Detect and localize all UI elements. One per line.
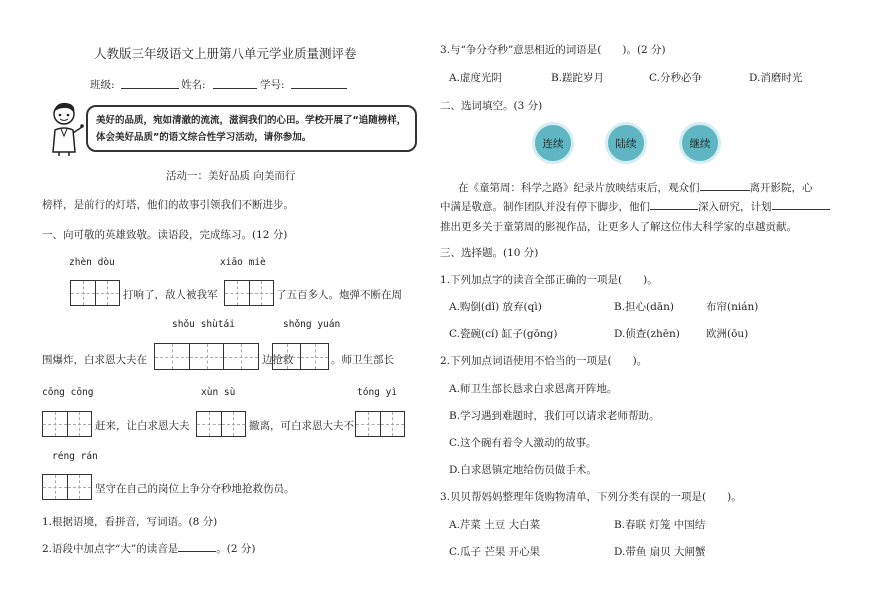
bubble-line-1: 美好的品质，宛如清澈的流流，滋润我们的心田。学校开展了“追随榜样， xyxy=(96,115,407,126)
question-3: 3.与“争分夺秒”意思相近的词语是( )。(2 分) xyxy=(440,44,666,56)
fill-blank-3[interactable] xyxy=(772,209,830,210)
fill-line-1 xyxy=(458,180,813,195)
c2-option-a[interactable]: A.师卫生部长恳求白求恩离开阵地。 xyxy=(449,383,618,395)
pinyin-shoushutai: shǒu shùtái xyxy=(172,319,235,330)
c1-option-d2: 欧洲(ōu) xyxy=(706,328,749,340)
pinyin-xiaomie: xiāo miè xyxy=(220,257,266,268)
word-circle-luxu xyxy=(605,122,647,164)
pinyin-tongyi: tóng yì xyxy=(357,387,398,398)
write-box-7[interactable] xyxy=(355,411,405,437)
question-1: 1.根据语境，看拼音，写词语。(8 分) xyxy=(42,516,218,528)
passage-segment-3: 围爆炸，白求恩大夫在 xyxy=(42,354,147,366)
c3-option-a[interactable]: A.芹菜 土豆 大白菜 xyxy=(449,519,541,531)
class-blank[interactable] xyxy=(121,88,179,89)
word-circle-lianxu xyxy=(532,122,574,164)
c1-option-c[interactable]: C.瓷碗(cí) 缸子(gōng) xyxy=(449,328,558,340)
question-2-blank[interactable] xyxy=(178,551,216,552)
fill-line-1-b: 离开影院，心 xyxy=(749,182,813,194)
pinyin-shongyuan: shǒng yuán xyxy=(283,319,341,330)
q3-option-b[interactable]: B.蹉跎岁月 xyxy=(551,72,605,84)
exam-title: 人教版三年级语文上册第八单元学业质量测评卷 xyxy=(94,46,357,61)
c2-option-d[interactable]: D.白求恩镇定地给伤员做手术。 xyxy=(449,464,597,476)
question-2-prefix: 2.语段中加点字“大”的读音是 xyxy=(42,543,179,555)
section-1-heading: 一、向可敬的英雄致敬。读语段，完成练习。(12 分) xyxy=(42,229,288,241)
c1-option-b[interactable]: B.担心(dān) xyxy=(614,301,674,313)
pinyin-congcong: cōng cōng xyxy=(42,387,94,398)
c1-option-b2: 布帘(nián) xyxy=(706,301,759,313)
fill-line-3: 推出更多关于童第周的影视作品，让更多人了解这位伟大科学家的卓越贡献。 xyxy=(440,221,797,233)
passage-segment-4: 边抢救 xyxy=(262,354,294,366)
c2-option-b[interactable]: B.学习遇到难题时，我们可以请求老师帮助。 xyxy=(449,410,660,422)
write-box-2[interactable] xyxy=(224,280,274,306)
question-2-suffix: 。(2 分) xyxy=(216,543,256,555)
choice-2: 2.下列加点词语使用不恰当的一项是( )。 xyxy=(440,355,648,367)
q3-option-c[interactable]: C.分秒必争 xyxy=(649,72,702,84)
write-box-3[interactable] xyxy=(154,343,259,370)
word-circle-jixu xyxy=(679,122,721,164)
class-label: 班级: xyxy=(90,79,115,91)
intro-bubble xyxy=(86,105,417,152)
word-lianxu: 连续 xyxy=(542,137,564,150)
write-box-1[interactable] xyxy=(70,280,120,306)
passage-segment-1: 打响了，敌人被我军 xyxy=(123,289,218,301)
passage-segment-6: 赶来，让白求恩大夫 xyxy=(95,420,190,432)
section-2-heading: 二、选词填空。(3 分) xyxy=(440,100,543,112)
question-2 xyxy=(42,541,255,556)
c1-option-d[interactable]: D.侦查(zhēn) xyxy=(614,328,680,340)
teacher-figure-icon xyxy=(44,100,84,156)
passage-segment-8: 坚守在自己的岗位上争分夺秒地抢救伤员。 xyxy=(95,483,295,495)
fill-blank-1[interactable] xyxy=(700,190,750,191)
write-box-8[interactable] xyxy=(42,474,92,500)
c1-option-a[interactable]: A.购倒(dǐ) 放弃(qì) xyxy=(449,301,542,313)
passage-segment-7: 撤离，可白求恩大夫不 xyxy=(249,420,354,432)
word-luxu: 陆续 xyxy=(615,137,637,150)
pinyin-rengran: réng rán xyxy=(52,451,98,462)
fill-line-1-a: 在《童第周：科学之路》纪录片放映结束后，观众们 xyxy=(458,182,700,194)
q3-option-a[interactable]: A.虚度光阴 xyxy=(449,72,502,84)
choice-1: 1.下列加点字的读音全部正确的一项是( )。 xyxy=(440,274,658,286)
fill-line-2-a: 中满是敬意。制作团队并没有停下脚步，他们 xyxy=(440,201,650,213)
id-label: 学号: xyxy=(260,79,285,91)
c3-option-b[interactable]: B.春联 灯笼 中国结 xyxy=(614,519,706,531)
bubble-line-2: 体会美好品质”的语文综合性学习活动，请你参加。 xyxy=(96,132,312,143)
word-jixu: 继续 xyxy=(689,137,711,150)
pinyin-xunsu: xùn sù xyxy=(201,387,236,398)
intro-text: 榜样，是前行的灯塔，他们的故事引领我们不断进步。 xyxy=(42,199,294,211)
fill-line-2-b: 深入研究，计划 xyxy=(698,201,772,213)
c2-option-c[interactable]: C.这个碗有着令人激动的故事。 xyxy=(449,437,597,449)
activity-heading: 活动一：美好品质 向美而行 xyxy=(166,170,296,182)
id-blank[interactable] xyxy=(291,88,347,89)
q3-option-d[interactable]: D.消磨时光 xyxy=(749,72,803,84)
pinyin-zhendou: zhèn dòu xyxy=(69,257,115,268)
passage-segment-2: 了五百多人。炮弹不断在周 xyxy=(276,289,402,301)
passage-segment-5: 。师卫生部长 xyxy=(331,354,394,366)
write-box-6[interactable] xyxy=(196,411,246,437)
c3-option-d[interactable]: D.带鱼 扇贝 大闸蟹 xyxy=(614,546,706,558)
fill-line-2 xyxy=(440,199,830,214)
c3-option-c[interactable]: C.瓜子 芒果 开心果 xyxy=(449,546,541,558)
name-label: 姓名: xyxy=(181,79,206,91)
write-box-4[interactable] xyxy=(272,343,329,370)
fill-blank-2[interactable] xyxy=(650,209,698,210)
choice-3: 3.贝贝帮妈妈整理年货购物清单，下列分类有误的一项是( )。 xyxy=(440,491,742,503)
write-box-5[interactable] xyxy=(42,411,92,437)
section-3-heading: 三、选择题。(10 分) xyxy=(440,247,539,259)
name-blank[interactable] xyxy=(213,88,257,89)
